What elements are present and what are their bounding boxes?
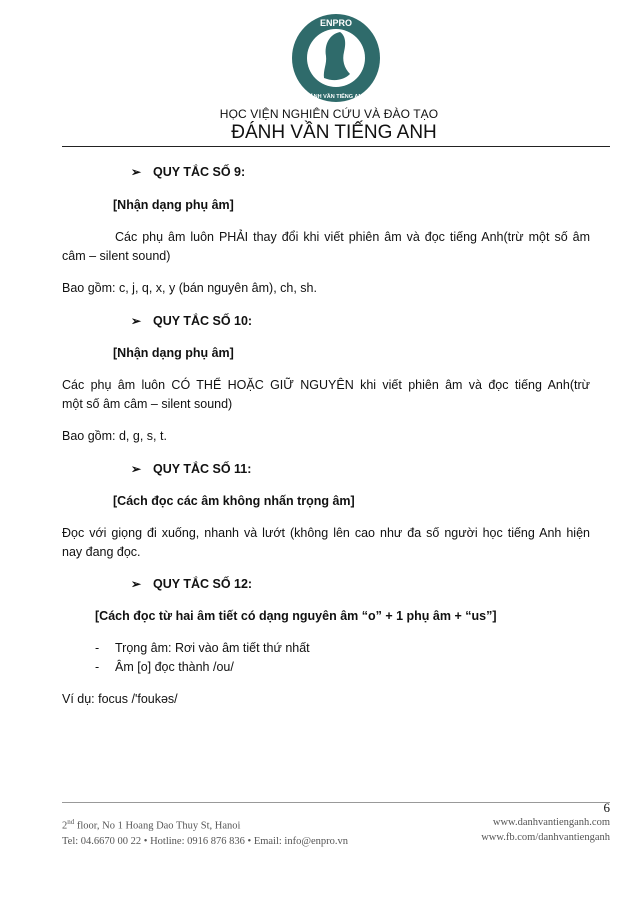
subheading: [Cách đọc các âm không nhấn trọng âm] bbox=[113, 494, 355, 508]
dash-bullet-icon: - bbox=[95, 641, 100, 655]
example-text: Ví dụ: focus /'foukəs/ bbox=[62, 692, 178, 706]
arrow-bullet-icon: ➢ bbox=[131, 314, 142, 328]
logo-brand-text: ENPRO bbox=[319, 18, 353, 28]
institute-name: HỌC VIỆN NGHIÊN CỨU VÀ ĐÀO TẠO bbox=[219, 107, 439, 121]
header-divider bbox=[62, 146, 610, 147]
arrow-bullet-icon: ➢ bbox=[131, 577, 142, 591]
includes-text: Bao gồm: c, j, q, x, y (bán nguyên âm), ch, sh. bbox=[62, 281, 317, 295]
address-rest: floor, No 1 Hoang Dao Thuy St, Hanoi bbox=[74, 820, 241, 832]
rule-heading-11 bbox=[131, 460, 251, 479]
address-sup: nd bbox=[67, 818, 75, 826]
list-item-text: Trọng âm: Rơi vào âm tiết thứ nhất bbox=[115, 641, 310, 655]
footer-address-block bbox=[62, 815, 348, 849]
enpro-logo bbox=[290, 12, 382, 104]
body-text: Các phụ âm luôn PHẢI thay đổi khi viết phiên âm và đọc tiếng Anh(trừ một số âm bbox=[115, 230, 590, 244]
body-text: câm – silent sound) bbox=[62, 249, 171, 263]
rule-label: QUY TẮC SỐ 11: bbox=[153, 462, 252, 476]
footer-address bbox=[62, 815, 348, 834]
subheading: [Nhận dạng phụ âm] bbox=[113, 346, 234, 360]
arrow-bullet-icon: ➢ bbox=[131, 165, 142, 179]
rule-label: QUY TẮC SỐ 12: bbox=[153, 577, 253, 591]
footer-links-block bbox=[481, 815, 610, 845]
footer-divider bbox=[62, 802, 610, 803]
body-text: Các phụ âm luôn CÓ THỂ HOẶC GIỮ NGUYÊN khi viết phiên âm và đọc tiếng Anh(trừ bbox=[62, 378, 590, 392]
arrow-bullet-icon: ➢ bbox=[131, 462, 142, 476]
page-number: 6 bbox=[603, 800, 610, 815]
subheading: [Nhận dạng phụ âm] bbox=[113, 198, 234, 212]
footer-contacts: Tel: 04.6670 00 22 • Hotline: 0916 876 836 • Email: info@enpro.vn bbox=[62, 835, 349, 847]
footer-website-link[interactable]: www.danhvantienganh.com bbox=[492, 817, 610, 828]
body-text: Đọc với giọng đi xuống, nhanh và lướt (không lên cao như đa số người học tiếng Anh hiện bbox=[62, 526, 590, 540]
page-title: ĐÁNH VẦN TIẾNG ANH bbox=[231, 122, 437, 143]
body-text: nay đang đọc. bbox=[62, 545, 141, 559]
rule-heading-12 bbox=[131, 575, 252, 594]
address-floor: 2 bbox=[62, 820, 68, 832]
rule-heading-9 bbox=[131, 163, 245, 182]
logo-slogan-text: ĐÁNH VẦN TIẾNG ANH bbox=[305, 94, 367, 100]
list-item-text: Âm [o] đọc thành /ou/ bbox=[115, 660, 234, 674]
subheading: [Cách đọc từ hai âm tiết có dạng nguyên âm “o” + 1 phụ âm + “us”] bbox=[95, 609, 497, 623]
list-item bbox=[95, 658, 234, 677]
includes-text: Bao gồm: d, g, s, t. bbox=[62, 429, 167, 443]
rule-label: QUY TẮC SỐ 9: bbox=[153, 165, 246, 179]
body-text: một số âm câm – silent sound) bbox=[62, 397, 233, 411]
rule-label: QUY TẮC SỐ 10: bbox=[153, 314, 253, 328]
rule-heading-10 bbox=[131, 312, 252, 331]
footer-facebook-link[interactable]: www.fb.com/danhvantienganh bbox=[481, 832, 610, 843]
dash-bullet-icon: - bbox=[95, 660, 100, 674]
list-item bbox=[95, 639, 310, 658]
